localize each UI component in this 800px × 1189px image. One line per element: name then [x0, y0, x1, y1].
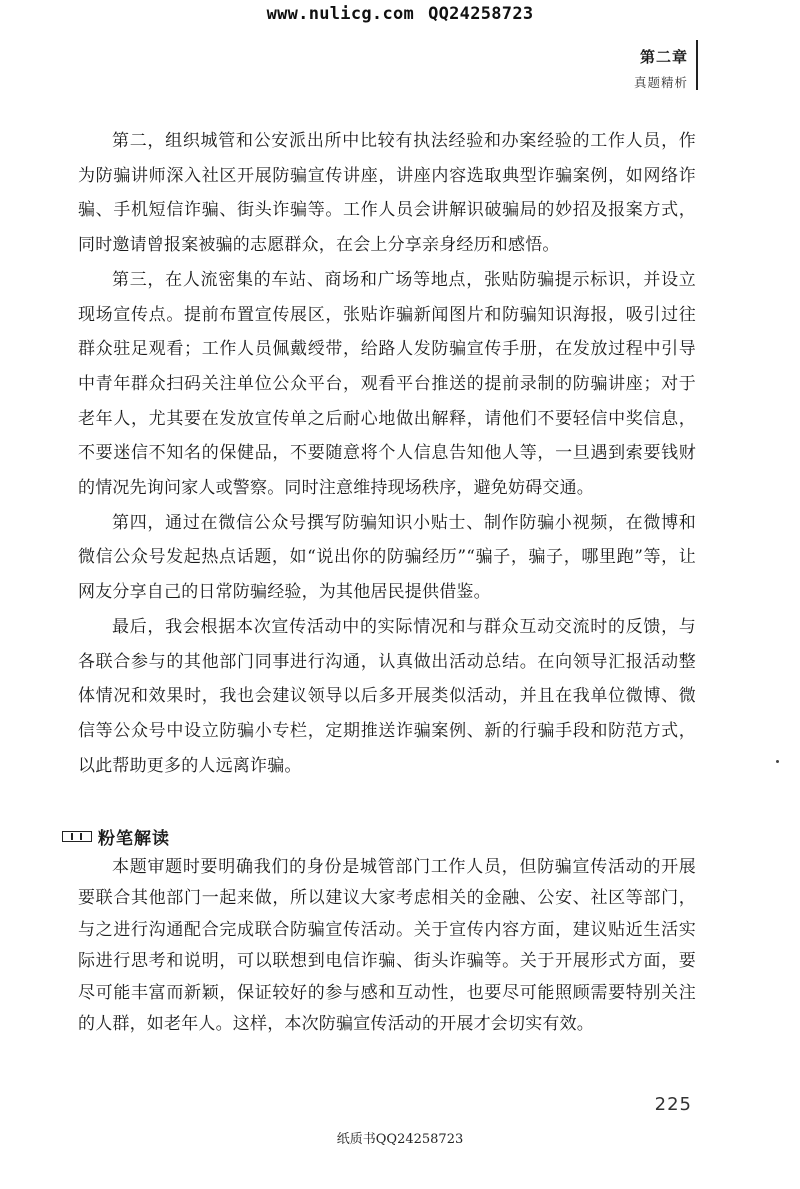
top-watermark — [0, 4, 800, 24]
header-rule — [696, 40, 698, 90]
section-marker-icon — [62, 831, 92, 842]
scan-speck — [776, 760, 779, 763]
chapter-header — [634, 44, 688, 96]
analysis-title: 粉笔解读 — [98, 828, 170, 849]
paragraph-final: 最后，我会根据本次宣传活动中的实际情况和与群众互动交流时的反馈，与各联合参与的其他部门同事进行沟通，认真做出活动总结。在向领导汇报活动整体情况和效果时，我也会建议领导以后多开展类似活动，并且在我单位微博、微信等公众号中设立防骗小专栏，定期推送诈骗案例、新的行骗手段和防范方式，以此帮助更多的人远离诈骗。 — [78, 616, 696, 776]
analysis-paragraph: 本题审题时要明确我们的身份是城管部门工作人员，但防骗宣传活动的开展要联合其他部门一起来做，所以建议大家考虑相关的金融、公安、社区等部门，与之进行沟通配合完成联合防骗宣传活动。关于宣传内容方面，建议贴近生活实际进行思考和说明，可以联想到电信诈骗、街头诈骗等。关于开展形式方面，要尽可能丰富而新颖，保证较好的参与感和互动性，也要尽可能照顾需要特别关注的人群，如老年人。这样，本次防骗宣传活动的开展才会切实有效。 — [78, 857, 696, 1035]
paragraph-second: 第二，组织城管和公安派出所中比较有执法经验和办案经验的工作人员，作为防骗讲师深入社区开展防骗宣传讲座，讲座内容选取典型诈骗案例，如网络诈骗、手机短信诈骗、街头诈骗等。工作人员会讲解识破骗局的妙招及报案方式，同时邀请曾报案被骗的志愿群众，在会上分享亲身经历和感悟。 — [78, 131, 696, 256]
watermark-url: www.nulicg.com — [266, 4, 415, 24]
analysis-heading — [62, 822, 170, 850]
analysis-body — [78, 852, 696, 1040]
bottom-watermark: 纸质书QQ24258723 — [336, 1132, 464, 1147]
chapter-subtitle: 真题精析 — [633, 75, 688, 90]
paragraph-fourth: 第四，通过在微信公众号撰写防骗知识小贴士、制作防骗小视频，在微博和微信公众号发起热点话题，如“说出你的防骗经历”“骗子，骗子，哪里跑”等，让网友分享自己的日常防骗经验，为其他居民提供借鉴。 — [78, 512, 696, 603]
paragraph-third: 第三，在人流密集的车站、商场和广场等地点，张贴防骗提示标识，并设立现场宣传点。提前布置宣传展区，张贴诈骗新闻图片和防骗知识海报，吸引过往群众驻足观看；工作人员佩戴绶带，给路人发防骗宣传手册，在发放过程中引导中青年群众扫码关注单位公众平台，观看平台推送的提前录制的防骗讲座；对于老年人，尤其要在发放宣传单之后耐心地做出解释，请他们不要轻信中奖信息，不要迷信不知名的保健品，不要随意将个人信息告知他人等，一旦遇到索要钱财的情况先询问家人或警察。同时注意维持现场秩序，避免妨碍交通。 — [78, 269, 696, 499]
chapter-title: 第二章 — [639, 48, 688, 66]
page-number: 225 — [654, 1094, 692, 1115]
watermark-qq: QQ24258723 — [428, 4, 534, 24]
answer-body — [78, 124, 696, 783]
